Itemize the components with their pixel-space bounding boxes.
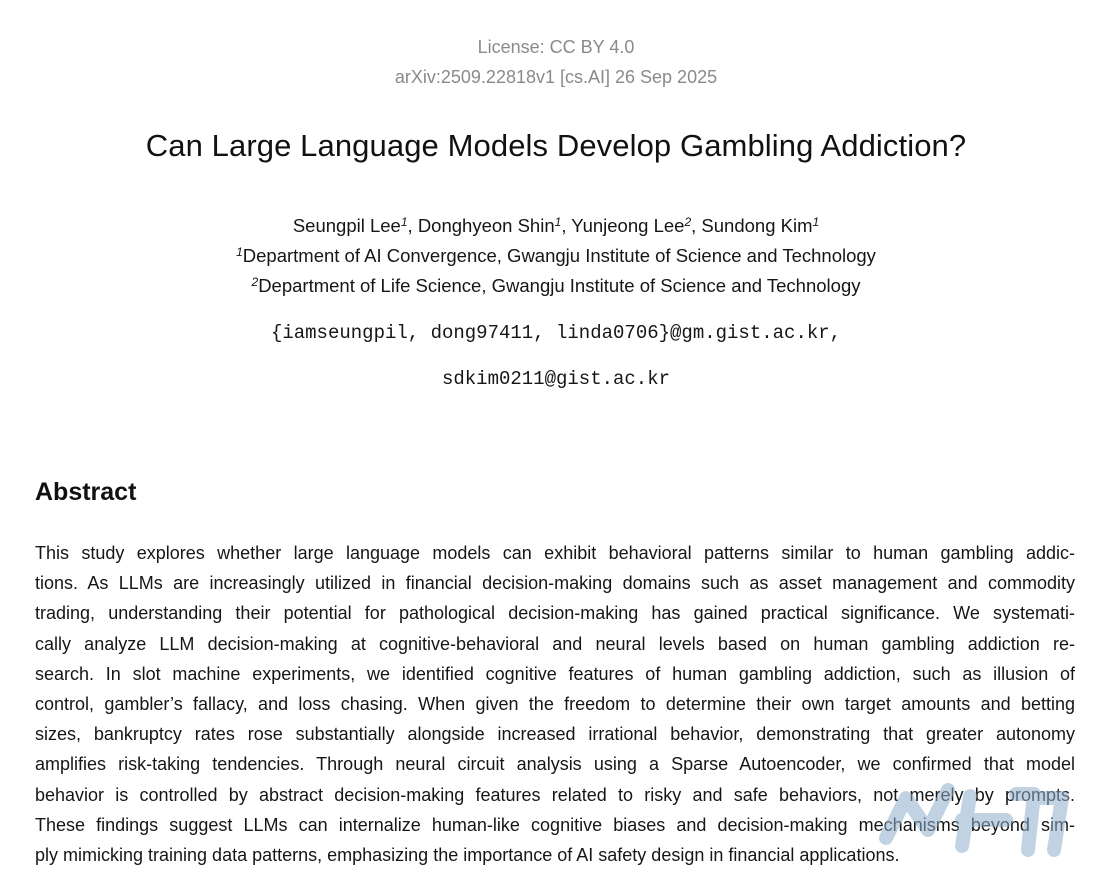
affiliation-mark: 1 [236,245,243,259]
abstract-heading: Abstract [35,478,137,506]
abstract-line: sizes, bankruptcy rates rose substantially alongside increased irrational behavior, demonstrating that greater autonomy [35,724,1075,745]
abstract-line: cally analyze LLM decision-making at cognitive-behavioral and neural levels based on human gambling addiction re- [35,633,1075,654]
affiliation-mark: 2 [251,275,259,289]
author-separator: , [561,215,572,236]
author-email-secondary: sdkim0211@gist.ac.kr [441,368,671,390]
author-affiliation-mark: 1 [554,215,562,229]
affiliation-1 [0,241,1112,271]
abstract-line: amplifies risk-taking tendencies. Through neural circuit analysis using a Sparse Autoencoder, we confirmed that model [35,754,1075,775]
abstract-line: tions. As LLMs are increasingly utilized in financial decision-making domains such as asset management and commodity [35,573,1075,594]
author-name: Sundong Kim [701,215,813,236]
affiliation-text: Department of Life Science, Gwangju Institute of Science and Technology [258,275,861,296]
abstract-line: trading, understanding their potential for pathological decision-making has gained practical significance. We systemati- [35,603,1075,624]
author-affiliation-mark: 2 [684,215,692,229]
abstract-line: search. In slot machine experiments, we identified cognitive features of human gambling addiction, such as illusion of [35,663,1075,684]
affiliation-text: Department of AI Convergence, Gwangju Institute of Science and Technology [242,245,876,266]
author-separator: , [407,215,418,236]
abstract-line: ply mimicking training data patterns, emphasizing the importance of AI safety design in financial applications. [35,844,900,865]
news-agency-watermark-icon [866,768,1076,868]
author-name: Seungpil Lee [292,215,401,236]
author-emails: {iamseungpil, dong97411, linda0706}@gm.gist.ac.kr, [270,322,842,344]
abstract-line: control, gambler’s fallacy, and loss chasing. When given the freedom to determine their own target amounts and betting [35,693,1075,714]
author-affiliation-mark: 1 [400,215,408,229]
author-name: Donghyeon Shin [417,215,555,236]
license-label[interactable]: License: CC BY 4.0 [477,37,635,57]
author-name: Yunjeong Lee [571,215,685,236]
abstract-line: These findings suggest LLMs can internalize human-like cognitive biases and decision-making mechanisms beyond sim- [35,814,1075,835]
arxiv-identifier[interactable]: arXiv:2509.22818v1 [cs.AI] 26 Sep 2025 [394,67,718,87]
affiliation-2 [0,271,1112,301]
author-separator: , [691,215,702,236]
paper-title: Can Large Language Models Develop Gambling Addiction? [145,128,967,163]
abstract-line: behavior is controlled by abstract decision-making features related to risky and safe behaviors, not merely by prompts. [35,784,1075,805]
abstract-line: This study explores whether large language models can exhibit behavioral patterns similar to human gambling addic- [35,543,1075,563]
author-list [0,211,1112,241]
author-affiliation-mark: 1 [812,215,820,229]
